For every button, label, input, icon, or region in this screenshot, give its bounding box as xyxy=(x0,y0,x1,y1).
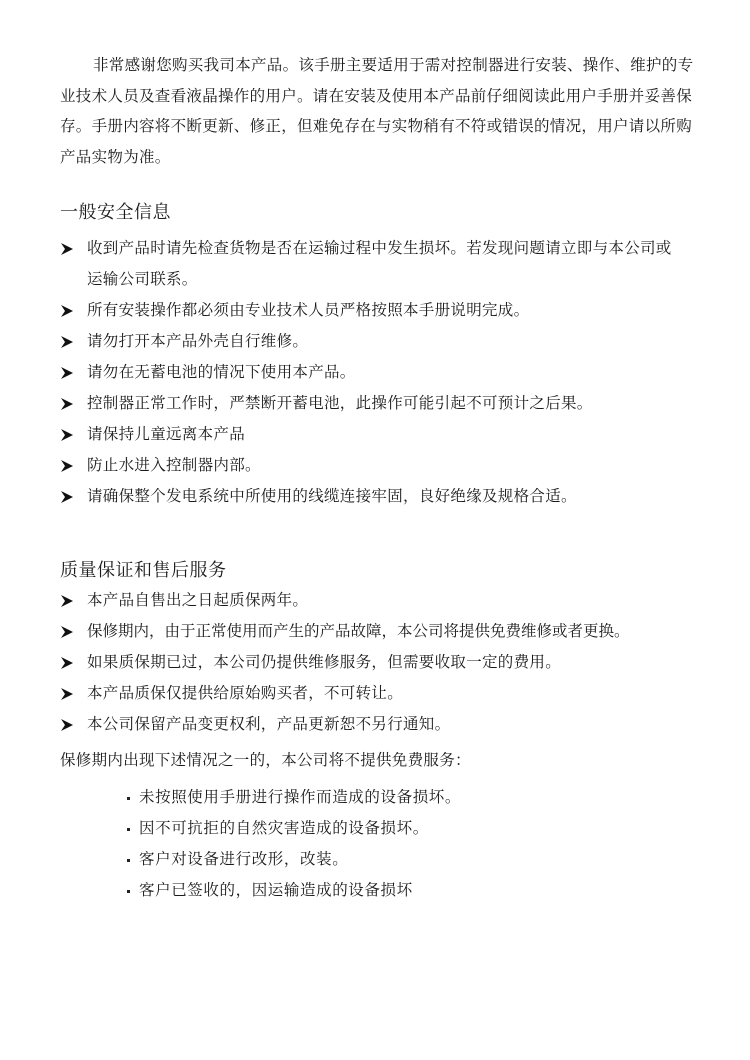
list-item: 因不可抗拒的自然灾害造成的设备损坏。 xyxy=(127,813,461,844)
square-bullet-icon xyxy=(127,828,130,831)
list-item: 本产品自售出之日起质保两年。 xyxy=(60,585,720,616)
list-item: 未按照使用手册进行操作而造成的设备损坏。 xyxy=(127,782,461,813)
exclusion-intro: 保修期内出现下述情况之一的，本公司将不提供免费服务： xyxy=(60,751,471,769)
arrow-bullet-icon xyxy=(61,657,73,669)
intro-paragraph: 非常感谢您购买我司本产品。该手册主要适用于需对控制器进行安装、操作、维护的专业技术人员及查看液晶操作的用户。请在安装及使用本产品前仔细阅读此用户手册并妥善保存。手册内容将不断更新、修正，但难免存在与实物稍有不符或错误的情况，用户请以所购产品实物为准。 xyxy=(60,56,694,166)
list-item: 请保持儿童远离本产品 xyxy=(60,419,720,450)
arrow-bullet-icon xyxy=(61,243,73,255)
arrow-bullet-icon xyxy=(61,688,73,700)
arrow-bullet-icon xyxy=(61,719,73,731)
list-item: 请确保整个发电系统中所使用的线缆连接牢固，良好绝缘及规格合适。 xyxy=(60,481,720,512)
list-item: 保修期内，由于正常使用而产生的产品故障，本公司将提供免费维修或者更换。 xyxy=(60,616,720,647)
arrow-bullet-icon xyxy=(61,491,73,503)
arrow-bullet-icon xyxy=(61,429,73,441)
list-item: 客户已签收的，因运输造成的设备损坏 xyxy=(127,875,461,906)
list-item: 请勿打开本产品外壳自行维修。 xyxy=(60,326,720,357)
square-bullet-icon xyxy=(127,859,130,862)
list-item: 本产品质保仅提供给原始购买者，不可转让。 xyxy=(60,678,720,709)
arrow-bullet-icon xyxy=(61,595,73,607)
square-bullet-icon xyxy=(127,890,130,893)
arrow-bullet-icon xyxy=(61,367,73,379)
list-item: 防止水进入控制器内部。 xyxy=(60,450,720,481)
list-item: 收到产品时请先检查货物是否在运输过程中发生损坏。若发现问题请立即与本公司或运输公司联系。 xyxy=(60,233,677,295)
list-item: 如果质保期已过，本公司仍提供维修服务，但需要收取一定的费用。 xyxy=(60,647,720,678)
arrow-bullet-icon xyxy=(61,460,73,472)
safety-list xyxy=(60,233,720,512)
arrow-bullet-icon xyxy=(61,305,73,317)
arrow-bullet-icon xyxy=(61,398,73,410)
list-item: 所有安装操作都必须由专业技术人员严格按照本手册说明完成。 xyxy=(60,295,720,326)
list-item: 客户对设备进行改形，改装。 xyxy=(127,844,461,875)
warranty-list xyxy=(60,585,720,740)
arrow-bullet-icon xyxy=(61,626,73,638)
list-item: 本公司保留产品变更权利，产品更新恕不另行通知。 xyxy=(60,709,720,740)
safety-heading: 一般安全信息 xyxy=(60,202,171,223)
warranty-heading: 质量保证和售后服务 xyxy=(60,560,227,581)
list-item: 控制器正常工作时，严禁断开蓄电池，此操作可能引起不可预计之后果。 xyxy=(60,388,720,419)
arrow-bullet-icon xyxy=(61,336,73,348)
square-bullet-icon xyxy=(127,797,130,800)
exclusion-list xyxy=(127,782,461,906)
list-item: 请勿在无蓄电池的情况下使用本产品。 xyxy=(60,357,720,388)
